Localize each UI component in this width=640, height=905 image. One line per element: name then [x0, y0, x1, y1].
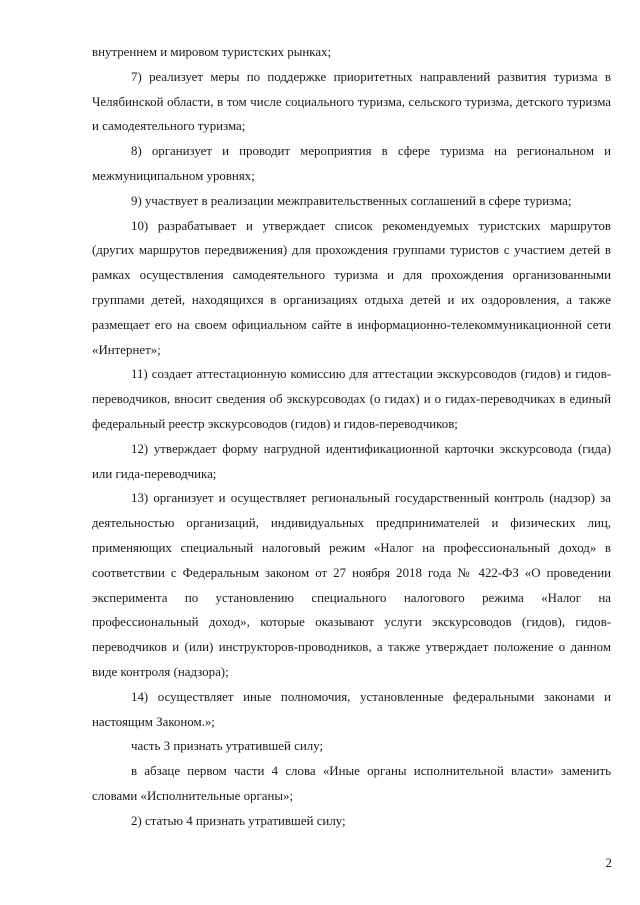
paragraph-item-8: 8) организует и проводит мероприятия в сфере туризма на региональном и межмуниципальном уровнях; [92, 144, 611, 183]
paragraph-item-13: 13) организует и осуществляет региональный государственный контроль (надзор) за деятельностью организаций, индивидуальных предпринимателей и физических лиц, применяющих специальный налоговый режим «Налог на профессиональный доход» в соответствии с Федеральным законом от 27 ноября 2018 года № 422-ФЗ «О проведении эксперимента по установлению специального налогового режима «Налог на профессиональный доход», которые оказывают услуги экскурсоводов (гидов), гидов-переводчиков и (или) инструкторов-проводников, а также утверждает положение о данном виде контроля (надзора); [92, 491, 611, 679]
paragraph-item-9: 9) участвует в реализации межправительственных соглашений в сфере туризма; [131, 193, 572, 208]
paragraph-item-11: 11) создает аттестационную комиссию для аттестации экскурсоводов (гидов) и гидов-переводчиков, вносит сведения об экскурсоводах (о гидах) и о гидах-переводчиках в единый федеральный реестр экскурсоводов (гидов) и гидов-переводчиков; [92, 367, 611, 431]
paragraph-item-12: 12) утверждает форму нагрудной идентификационной карточки экскурсовода (гида) или гида-переводчика; [92, 441, 611, 481]
document-body [92, 40, 611, 834]
paragraph-article-4: 2) статью 4 признать утратившей силу; [131, 813, 346, 828]
paragraph-part-4: в абзаце первом части 4 слова «Иные органы исполнительной власти» заменить словами «Исполнительные органы»; [92, 764, 611, 803]
paragraph-item-10: 10) разрабатывает и утверждает список рекомендуемых туристских маршрутов (других маршрутов передвижения) для прохождения группами туристов с участием детей в рамках осуществления самодеятельного туризма и для прохождения организованными группами детей, находящихся в организациях отдыха детей и их оздоровления, а также размещает его на своем официальном сайте в информационно-телекоммуникационной сети «Интернет»; [92, 218, 611, 357]
paragraph-item-14: 14) осуществляет иные полномочия, установленные федеральными законами и настоящим Законом.»; [92, 689, 611, 729]
paragraph-continuation: внутреннем и мировом туристских рынках; [92, 45, 332, 59]
page-number: 2 [605, 855, 612, 870]
paragraph-part-3: часть 3 признать утратившей силу; [131, 739, 324, 754]
paragraph-item-7: 7) реализует меры по поддержке приоритетных направлений развития туризма в Челябинской области, в том числе социального туризма, сельского туризма, детского туризма и самодеятельного туризма; [92, 69, 611, 134]
